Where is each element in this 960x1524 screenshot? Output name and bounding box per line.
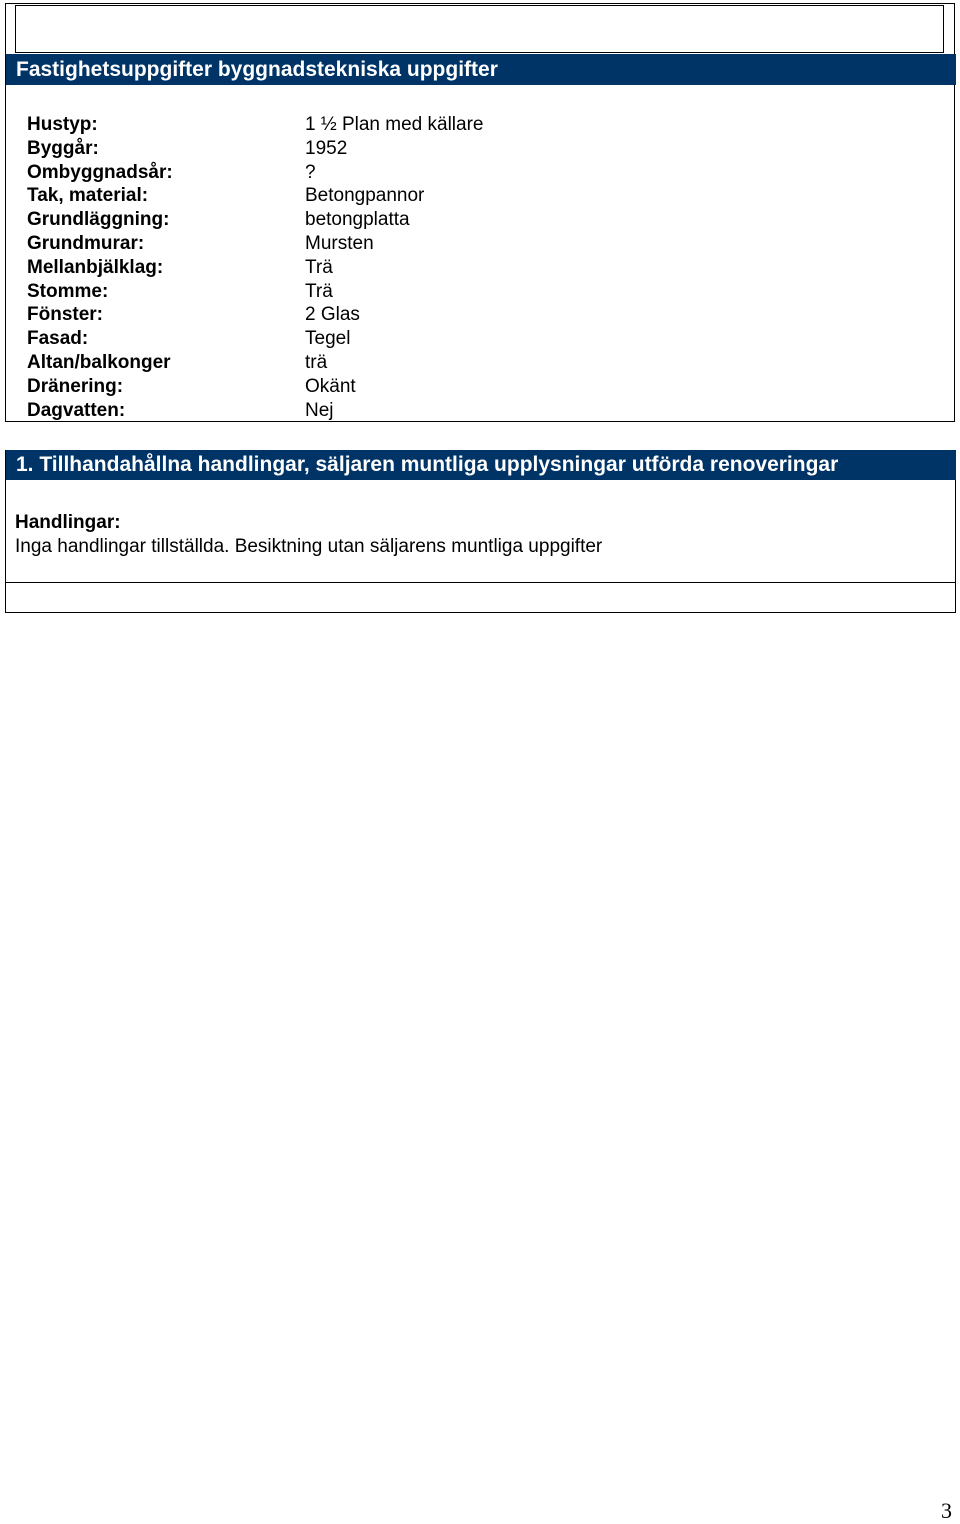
top-blank-box: [15, 5, 944, 53]
info-label: Grundläggning:: [27, 209, 170, 231]
section-header-property: Fastighetsuppgifter byggnadstekniska uppgifter: [6, 54, 956, 85]
info-label: Fönster:: [27, 304, 103, 326]
documents-label: Handlingar:: [15, 512, 121, 533]
info-value: trä: [305, 351, 328, 373]
section-header-documents: 1. Tillhandahållna handlingar, säljaren muntliga upplysningar utförda renoveringar: [6, 450, 956, 480]
empty-row-frame: [5, 583, 956, 613]
info-value: 1952: [305, 137, 348, 159]
info-label: Dränering:: [27, 375, 124, 397]
info-label: Hustyp:: [27, 114, 98, 135]
info-value: ?: [305, 161, 316, 183]
info-label: Grundmurar:: [27, 232, 145, 254]
info-label: Mellanbjälklag:: [27, 256, 164, 278]
documents-text: Inga handlingar tillställda. Besiktning utan säljarens muntliga uppgifter: [15, 536, 603, 557]
info-value: Nej: [305, 399, 334, 421]
info-value: Okänt: [305, 375, 356, 397]
info-label: Fasad:: [27, 328, 89, 350]
info-value: 2 Glas: [305, 304, 360, 326]
info-label: Stomme:: [27, 280, 109, 302]
info-value: Mursten: [305, 232, 374, 254]
info-value: Betongpannor: [305, 185, 425, 207]
info-value: betongplatta: [305, 209, 410, 231]
info-label: Byggår:: [27, 137, 99, 159]
info-label: Ombyggnadsår:: [27, 161, 173, 183]
info-value: Tegel: [305, 328, 351, 350]
info-label: Tak, material:: [27, 185, 149, 207]
info-label: Altan/balkonger: [27, 351, 171, 373]
info-label: Dagvatten:: [27, 399, 126, 421]
page-number: 3: [941, 1498, 952, 1523]
info-value: 1 ½ Plan med källare: [305, 114, 484, 135]
info-value: Trä: [305, 256, 333, 278]
info-value: Trä: [305, 280, 333, 302]
